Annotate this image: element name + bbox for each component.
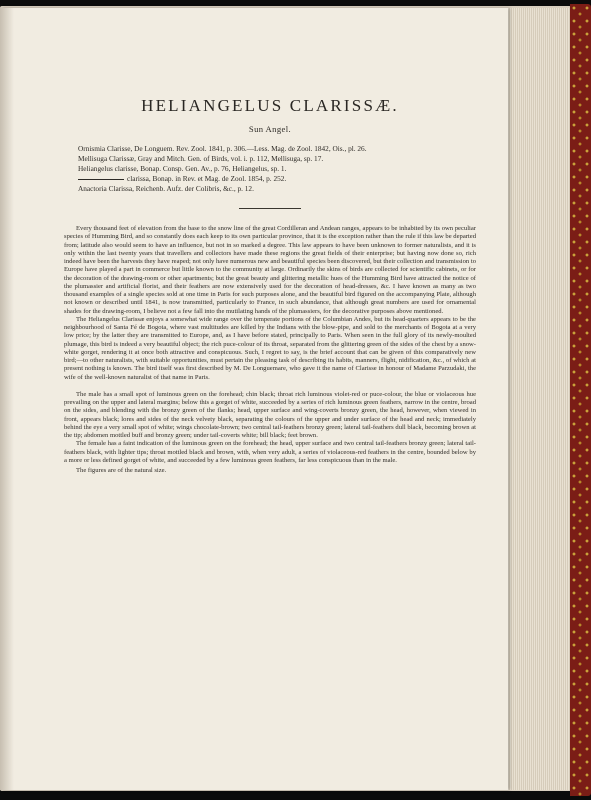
synonym-entry: Anactoria Clarissa, Reichenb. Aufz. der Colibris, &c., p. 12. [78,184,254,193]
ditto-dash [78,179,124,180]
paragraph: The figures are of the natural size. [76,467,167,474]
page-content [64,88,476,475]
synonym-text: clarissa, Bonap. in Rev. et Mag. de Zool. 1854, p. 252. [127,174,287,183]
paragraph: The male has a small spot of luminous green on the forehead; chin black; throat rich luminous violet-red or puce-colour, the blue or violaceous hue prevailing on the upper and lateral margins; below this a gorget of white, succeeded by a series of rich luminous green feathers, narrow in the centre, broad on the sides, and blending with the bronzy green of the flanks; head, upper surface and wing-coverts bronzy green, the head, however, when viewed in front, appears black; lores and sides of the neck velvety black, separating the colours of the upper and under surface of the head and neck; immediately behind the eye a very small spot of white; wings chocolate-brown; two central tail-feathers bronzy green; lateral tail-feathers dull black, becoming brown at the tip; abdomen mottled buff and bronzy green; under tail-coverts white; bill black; feet brown. [64,390,476,439]
book-binding [570,4,591,796]
common-name: Sun Angel. [248,124,292,134]
section-divider [239,208,301,209]
paragraph: Every thousand feet of elevation from the base to the snow line of the great Cordilleran and Andean ranges, appears to be inhabited by its own peculiar species of Humming Bird, and so constantly does each keep to its own particular province, that it is the exception rather than the rule if this law be departed from; latitude also would seem to have an influence, but not in so marked a degree. This law appears to have been unknown to former naturalists, and it is only within the last twenty years that travellers and collectors have made these regions the great fields of their enterprise; but having now done so, rich indeed have been the harvests they have reaped; not only have numerous new and beautiful species been discovered, but their collection and transmission to Europe have played a part in commerce but little known to the community at large. Ordinarily the skins of birds are collected for scientific cabinets, or for the decoration of the drawing-room or other apartments; but the great beauty and glittering metallic hues of the Humming Bird have attracted the notice of the plumassier and artificial florist, and their feathers are now extensively used for the decoration of head-dresses, &c. I have known as many as two thousand examples of a single species sold at one time in Paris for such purposes alone, and the beautiful bird figured on the accompanying Plate, although not known or described until 1841, is now transmitted, particularly to France, in such abundance, that although great numbers are used for ornamental shades for the drawing-room, I believe not a few fall into the mutilating hands of the plumassiers, for the decorative purposes above mentioned. [64,225,476,315]
page-edges [508,8,570,790]
synonym-entry: Ornismia Clarisse, De Longuem. Rev. Zool. 1841, p. 306.—Less. Mag. de Zool. 1842, Ois., pl. 26. [78,144,367,153]
synonym-entry [78,174,476,184]
synonym-entry: Heliangelus clarisse, Bonap. Consp. Gen. Av., p. 76, Heliangelus, sp. 1. [78,164,287,173]
body-text [64,225,476,475]
synonym-entry: Mellisuga Clarissæ, Gray and Mitch. Gen. of Birds, vol. i. p. 112, Mellisuga, sp. 17. [78,154,324,163]
paragraph: The Heliangelus Clarissæ enjoys a somewhat wide range over the temperate portions of the Columbian Andes, but its head-quarters appears to be the neighbourhood of Santa Fé de Bogota, where vast multitudes are killed by the Indians with the blow-pipe, and sold to the merchants of Bogota at a very low price; by the latter they are transmitted to Europe, and, as I have before stated, principally to Paris. When seen in the full glory of its newly-moulted plumage, this bird is indeed a very beautiful object; the rich puce-colour of its throat, separated from the glittering green of the sides of the chest by a snow-white gorget, rendering it at once both attractive and conspicuous. Such, I regret to say, is the brief account that can be given of this comparatively new bird;—to other naturalists, with suitable opportunities, must pertain the pleasing task of describing its habits, manners, flight, nidification, &c., of which at present nothing is known. The bird itself was first described by M. De Longuemare, who gave it the name of Clarisse in honour of Madame Parzudaki, the wife of the well-known naturalist of that name in Paris. [64,315,476,381]
paragraph: The female has a faint indication of the luminous green on the forehead; the head, upper surface and two central tail-feathers bronzy green; lateral tail-feathers black, with lighter tips; throat mottled black and brown, with, when very adult, a series of violaceous-red feathers in the centre, bounded below by a more or less defined gorget of white, and succeeded by a few luminous green feathers, far less conspicuous than in the male. [64,440,476,464]
page-title: HELIANGELUS CLARISSÆ. [141,96,399,115]
gutter-shadow [0,8,14,790]
synonymy-list [78,144,476,194]
